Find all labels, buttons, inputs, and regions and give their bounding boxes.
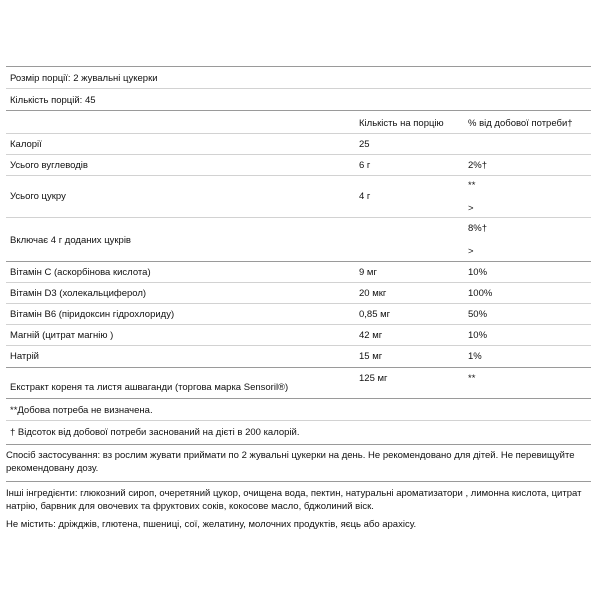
nutrient-dv: 2%†	[468, 160, 488, 171]
nutrient-name: Вітамін B6 (піридоксин гідрохлориду)	[10, 309, 175, 320]
nutrient-dv: 10%	[468, 267, 488, 278]
note-row	[6, 420, 591, 444]
nutrient-row	[6, 282, 591, 303]
nutrient-dv: 1%	[468, 351, 482, 362]
nutrient-amount: 4 г	[359, 191, 371, 202]
nutrient-row	[6, 133, 591, 154]
footnote-marker: >	[468, 203, 474, 214]
nutrient-row	[6, 154, 591, 175]
amount-header: Кількість на порцію	[359, 118, 444, 129]
nutrient-row	[6, 324, 591, 345]
dv-basis-note: † Відсоток від добової потреби заснований на дієті в 200 калорій.	[10, 427, 300, 438]
no-dv-note: **Добова потреба не визначена.	[10, 405, 153, 416]
column-header-row	[6, 110, 591, 133]
nutrient-dv: 10%	[468, 330, 488, 341]
nutrient-row	[6, 217, 591, 261]
nutrient-dv: 100%	[468, 288, 493, 299]
ingredients-text: Інші інгредієнти: глюкозний сироп, очеретяний цукор, очищена вода, пектин, натуральні ароматизатори , лимонна кислота, цитрат натрію, барвник для овочевих та фруктових соків, кокосове масло, бджолиний віск.	[6, 488, 582, 512]
nutrient-dv: 50%	[468, 309, 488, 320]
divider	[6, 444, 591, 445]
nutrient-amount: 42 мг	[359, 330, 383, 341]
nutrient-row	[6, 367, 591, 398]
supplement-facts-table	[6, 66, 591, 444]
usage-text: Спосіб застосування: вз рослим жувати приймати по 2 жувальні цукерки на день. Не рекомендовано для дітей. Не перевищуйте рекомендовану дозу.	[6, 450, 575, 474]
nutrient-amount: 15 мг	[359, 351, 383, 362]
note-row	[6, 398, 591, 420]
nutrient-row	[6, 261, 591, 282]
nutrient-amount: 6 г	[359, 160, 371, 171]
nutrient-name: Усього цукру	[10, 191, 66, 202]
footnote-marker: >	[468, 246, 474, 257]
nutrient-amount: 9 мг	[359, 267, 377, 278]
nutrient-name: Усього вуглеводів	[10, 160, 88, 171]
divider	[6, 481, 591, 482]
nutrient-name: Вітамін C (аскорбінова кислота)	[10, 267, 151, 278]
nutrient-dv: 8%†	[468, 223, 488, 234]
nutrient-amount: 20 мкг	[359, 288, 387, 299]
nutrient-row	[6, 303, 591, 324]
serving-size-row	[6, 66, 591, 88]
nutrient-dv: **	[468, 373, 476, 384]
free-of-text: Не містить: дріжджів, глютена, пшениці, сої, желатину, молочних продуктів, яєць або арахісу.	[6, 519, 417, 530]
nutrient-name: Натрій	[10, 351, 39, 362]
serving-size: Розмір порції: 2 жувальні цукерки	[10, 73, 158, 84]
nutrient-name: Екстракт кореня та листя ашваганди (торгова марка Sensoril®)	[10, 382, 289, 393]
dv-header: % від добової потреби†	[468, 118, 573, 129]
nutrient-row	[6, 175, 591, 217]
nutrient-row	[6, 345, 591, 367]
nutrient-name: Магній (цитрат магнію )	[10, 330, 114, 341]
nutrient-name: Вітамін D3 (холекальциферол)	[10, 288, 147, 299]
servings-count: Кількість порцій: 45	[10, 95, 96, 106]
nutrient-amount: 125 мг	[359, 373, 388, 384]
nutrient-amount: 25	[359, 139, 370, 150]
servings-count-row	[6, 88, 591, 110]
nutrient-dv: **	[468, 180, 476, 191]
nutrient-amount: 0,85 мг	[359, 309, 391, 320]
nutrient-name: Включає 4 г доданих цукрів	[10, 235, 131, 246]
nutrient-name: Калорії	[10, 139, 42, 150]
